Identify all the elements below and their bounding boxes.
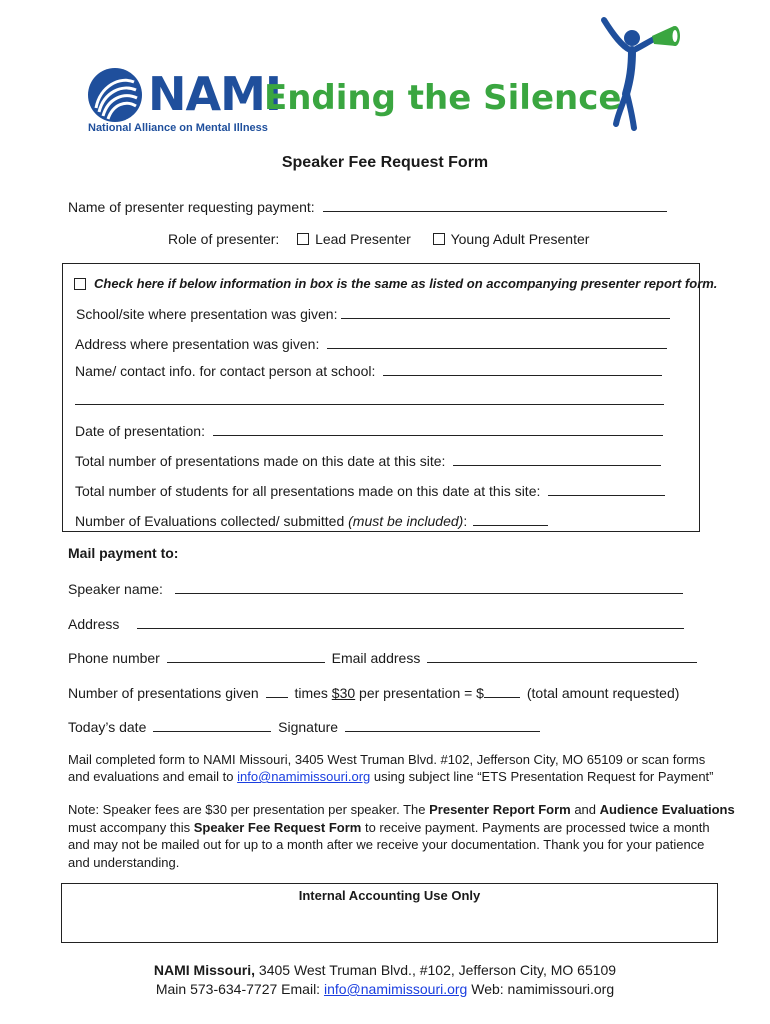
total-students-label: Total number of students for all presentations made on this date at this site:	[75, 483, 541, 499]
evaluations-note: (must be included)	[348, 513, 464, 529]
same-info-row	[74, 276, 717, 291]
fee-note-line-4: and understanding.	[68, 854, 180, 870]
mail-address-label: Address	[68, 616, 120, 632]
fee-note-text-3: to receive payment. Payments are processed twice a month	[361, 819, 710, 835]
total-students-field[interactable]	[548, 481, 665, 496]
same-info-checkbox[interactable]	[74, 278, 86, 290]
footer-address-text: 3405 West Truman Blvd., #102, Jefferson City, MO 65109	[255, 962, 617, 978]
form-title: Speaker Fee Request Form	[281, 154, 489, 171]
fee-note-evaluations: Audience Evaluations	[599, 802, 735, 817]
presenter-role-label: Role of presenter:	[168, 231, 280, 247]
fee-note-line-2	[68, 819, 718, 837]
speaker-name-label: Speaker name:	[68, 581, 163, 597]
phone-label: Phone number	[68, 650, 160, 666]
date-of-presentation-label: Date of presentation:	[75, 423, 205, 439]
speaker-name-row	[68, 579, 683, 597]
instructions-email-link[interactable]: info@namimissouri.org	[237, 769, 371, 784]
calculation-row	[68, 683, 679, 701]
mail-instructions-line-2	[68, 768, 718, 785]
fee-note-line-1	[68, 801, 735, 819]
school-field[interactable]	[341, 304, 670, 319]
total-amount-field[interactable]	[484, 683, 520, 698]
mail-instructions-post: using subject line “ETS Presentation Request for Payment”	[370, 769, 714, 784]
contact-row	[75, 361, 662, 379]
calc-rate: $30	[331, 685, 356, 701]
lead-presenter-checkbox[interactable]	[297, 233, 309, 245]
email-label: Email address	[331, 650, 421, 666]
evaluations-label: Number of Evaluations collected/ submitted	[75, 513, 345, 529]
accounting-label: Internal Accounting Use Only	[298, 888, 481, 903]
presentations-count-field[interactable]	[266, 683, 288, 698]
phone-email-row	[68, 648, 697, 666]
contact-field-line-2[interactable]	[75, 404, 664, 405]
date-row	[75, 421, 663, 439]
total-students-row	[75, 481, 665, 499]
contact-label: Name/ contact info. for contact person at school:	[75, 363, 376, 379]
footer-address	[0, 962, 770, 978]
calc-total-label: (total amount requested)	[526, 685, 680, 701]
same-info-label: Check here if below information in box is the same as listed on accompanying presenter report form.	[94, 276, 718, 291]
evaluations-colon: :	[463, 513, 468, 529]
mail-address-row	[68, 614, 684, 632]
fee-note-text-2: must accompany this	[68, 819, 194, 835]
mail-payment-heading: Mail payment to:	[68, 545, 179, 561]
megaphone-figure-icon	[596, 14, 686, 132]
total-presentations-row	[75, 451, 661, 469]
email-field[interactable]	[427, 648, 697, 663]
signature-label: Signature	[278, 719, 339, 735]
nami-swirl-icon	[86, 66, 144, 124]
footer-web: Web: namimissouri.org	[467, 981, 615, 997]
phone-field[interactable]	[167, 648, 325, 663]
footer-org: NAMI Missouri,	[153, 962, 256, 978]
nami-brand-text: NAMI	[148, 67, 281, 121]
footer-main-phone: Main 573-634-7727 Email:	[155, 981, 324, 997]
mail-instructions-pre: and evaluations and email to	[68, 769, 238, 784]
fee-note-request-form: Speaker Fee Request Form	[193, 819, 362, 835]
presenter-name-row	[68, 197, 667, 215]
total-presentations-label: Total number of presentations made on this date at this site:	[75, 453, 446, 469]
school-row	[76, 304, 670, 322]
presentation-address-field[interactable]	[327, 334, 667, 349]
todays-date-field[interactable]	[153, 717, 271, 732]
nami-org-name: National Alliance on Mental Illness	[88, 122, 268, 134]
nami-logo	[86, 64, 676, 139]
todays-date-label: Today’s date	[68, 719, 147, 735]
date-signature-row	[68, 717, 540, 735]
contact-field[interactable]	[383, 361, 662, 376]
speaker-name-field[interactable]	[175, 579, 683, 594]
total-presentations-field[interactable]	[453, 451, 661, 466]
presentation-address-label: Address where presentation was given:	[75, 336, 320, 352]
calc-times-label: times	[294, 685, 328, 701]
young-adult-presenter-label: Young Adult Presenter	[450, 231, 590, 247]
fee-note-and: and	[570, 802, 600, 817]
mail-instructions	[68, 751, 718, 785]
date-of-presentation-field[interactable]	[213, 421, 663, 436]
signature-field[interactable]	[345, 717, 540, 732]
address-row	[75, 334, 667, 352]
accounting-box	[61, 883, 718, 943]
evaluations-field[interactable]	[473, 511, 548, 526]
lead-presenter-label: Lead Presenter	[315, 231, 411, 247]
fee-note	[68, 801, 735, 871]
presenter-name-label: Name of presenter requesting payment:	[68, 199, 315, 215]
calc-presentations-label: Number of presentations given	[68, 685, 259, 701]
school-label: School/site where presentation was given:	[76, 306, 338, 322]
evaluations-row	[75, 511, 548, 529]
fee-note-line-3: and may not be mailed out for up to a month after we receive your documentation. Thank you for your patience	[68, 837, 705, 852]
ets-tagline: Ending the Silence	[264, 78, 622, 118]
mail-instructions-line-1: Mail completed form to NAMI Missouri, 3405 West Truman Blvd. #102, Jefferson City, MO 65109 or scan forms	[68, 752, 706, 767]
young-adult-presenter-checkbox[interactable]	[433, 233, 445, 245]
fee-note-text-1: Note: Speaker fees are $30 per presentation per speaker. The	[68, 802, 430, 817]
mail-address-field[interactable]	[137, 614, 684, 629]
presenter-name-field[interactable]	[323, 197, 667, 212]
fee-note-report-form: Presenter Report Form	[429, 802, 571, 817]
footer-contact	[0, 981, 770, 997]
footer-email-link[interactable]: info@namimissouri.org	[323, 981, 468, 997]
presenter-role-row	[168, 231, 589, 247]
calc-per-presentation-label: per presentation = $	[359, 685, 484, 701]
